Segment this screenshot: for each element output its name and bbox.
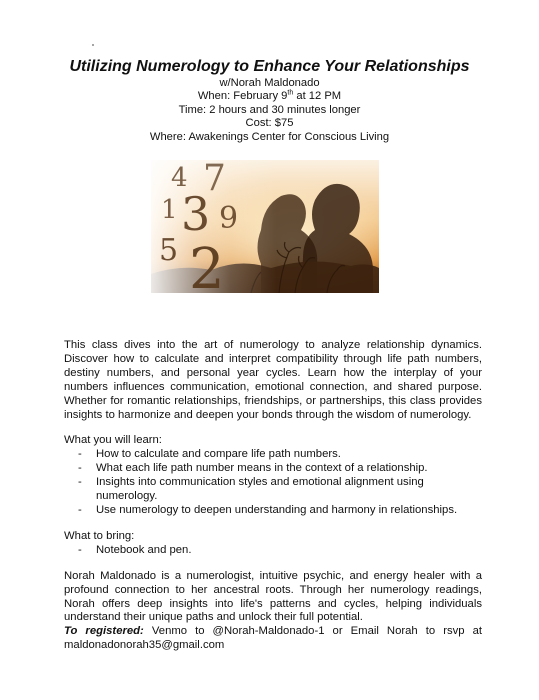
learn-section [64,434,482,517]
number-3: 3 [181,187,211,241]
numerology-couple-image [151,160,379,293]
presenter-line: w/Norah Maldonado [219,77,320,89]
list-item: - Notebook and pen. [78,544,482,558]
register-text: Venmo to @Norah-Maldonado-1 or Email Norah to rsvp at maldonadonorah35@gmail.com [64,625,482,652]
list-item: - How to calculate and compare life path numbers. [78,448,482,462]
presenter-bio: Norah Maldonado is a numerologist, intuitive psychic, and energy healer with a profound connection to her ancestral roots. Through her numerology readings, Norah offers deep insights into life's patterns and cycles, helping individuals understand their unique paths and unlock their full potential. [64,569,482,624]
class-description: This class dives into the art of numerology to analyze relationship dynamics. Discover how to calculate and interpret compatibility through life path numbers, destiny numbers, and personal year cycles. Learn how the interplay of your numbers influences communication, emotional connection, and shared purpose. Whether for romantic relationships, friendships, or partnerships, this class provides insights to harmonize and deepen your bonds through the wisdom of numerology. [64,339,482,421]
number-4: 4 [171,163,188,193]
time-line: Time: 2 hours and 30 minutes longer [178,103,361,116]
couple-silhouette-illustration [151,160,379,293]
list-item: - What each life path number means in the context of a relationship. [78,462,482,476]
scan-speck [92,44,94,46]
flyer-body [64,339,482,653]
when-line [0,90,539,103]
register-label: To registered: [64,625,144,638]
where-line: Where: Awakenings Center for Conscious Living [149,130,390,143]
bring-heading: What to bring: [64,529,135,542]
cost-line: Cost: $75 [245,117,294,130]
number-1: 1 [161,195,178,225]
number-2: 2 [189,237,225,293]
registration-info [64,625,482,653]
learn-list [64,448,482,518]
number-5: 5 [159,233,179,268]
flyer-header [0,57,539,144]
when-time: at 12 PM [293,90,342,103]
bring-section [64,530,482,558]
bring-list [64,544,482,558]
list-item: - Use numerology to deepen understanding and harmony in relationships. [78,504,482,518]
when-text: When: February 9 [197,90,288,103]
number-7: 7 [203,160,226,199]
learn-heading: What you will learn: [64,434,162,447]
number-9: 9 [219,201,239,236]
page-title: Utilizing Numerology to Enhance Your Relationships [69,58,470,75]
when-ordinal: th [287,89,294,97]
list-item: - Insights into communication styles and emotional alignment using numerology. [78,476,482,504]
